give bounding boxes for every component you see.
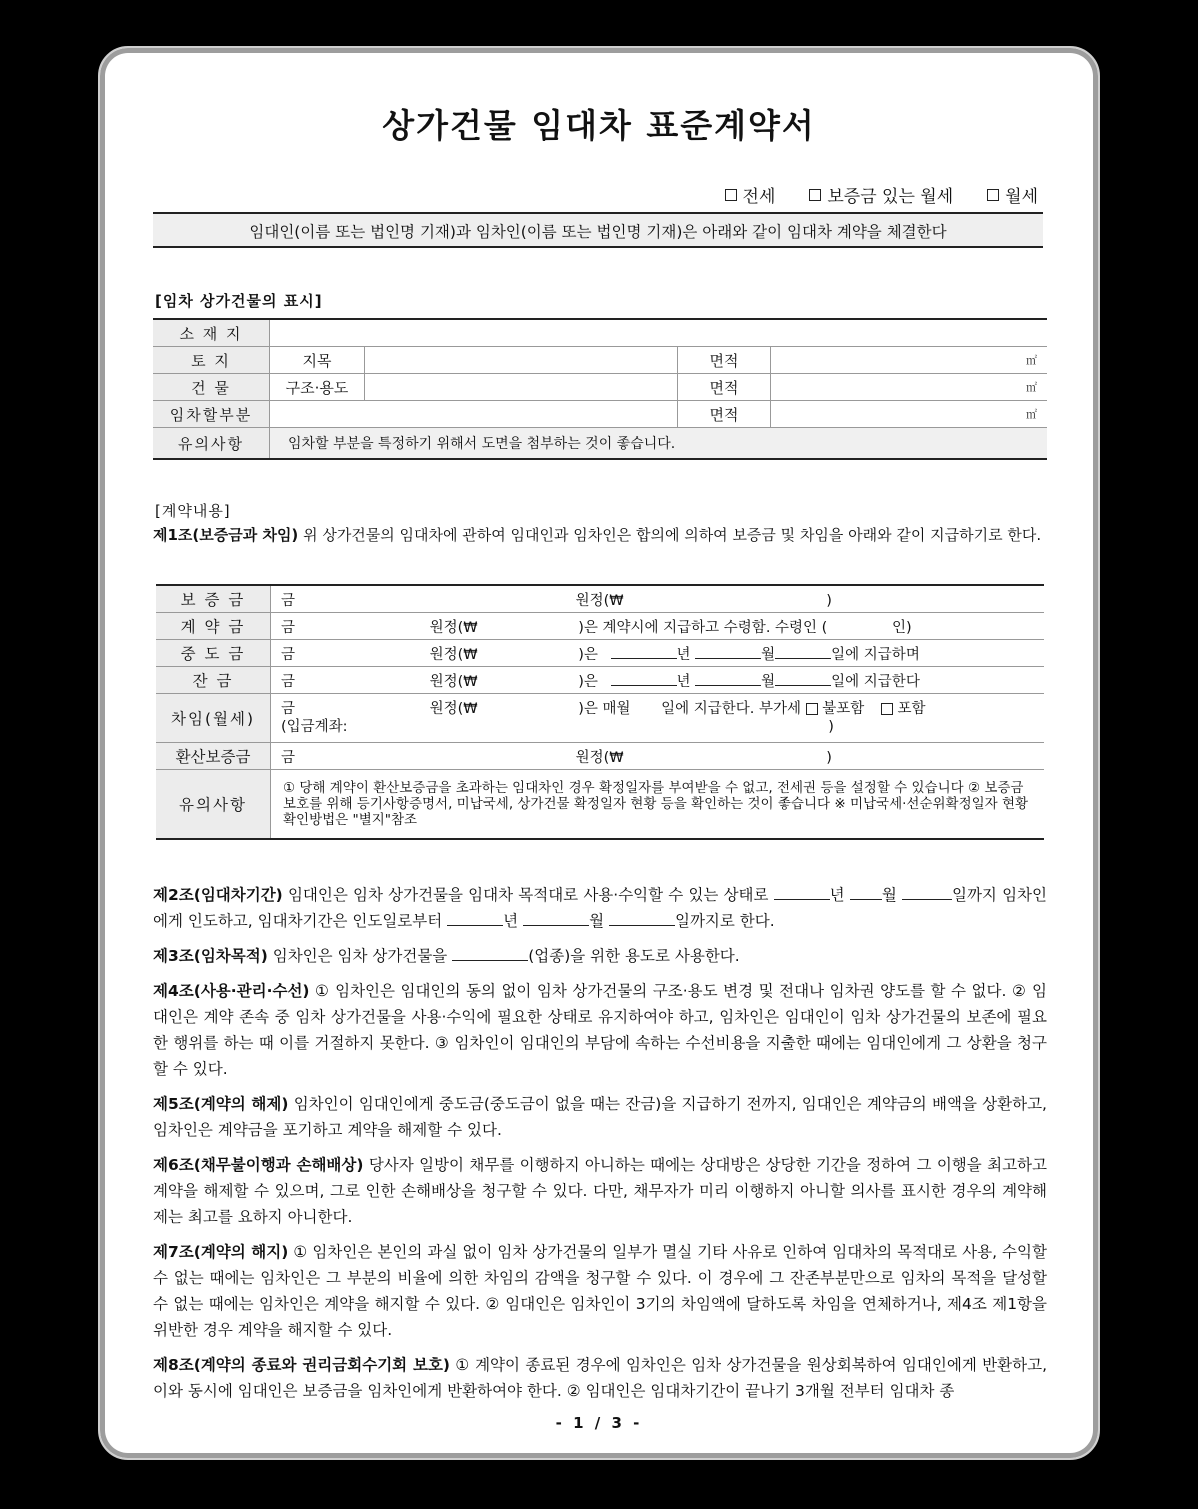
won-text: 원정(₩ (429, 701, 478, 717)
article-6-text: 당사자 일방이 채무를 이행하지 아니하는 때에는 상대방은 상당한 기간을 정하여 그 이행을 최고하고 계약을 해제할 수 있으며, 그로 인한 손해배상을 청구할 수 있다. 다만, 채무자가 미리 이행하지 아니할 의사를 표시한 경우의 계약해제는 최고를 요하지 아니한다. (153, 1156, 1048, 1226)
article-1-title: 제1조(보증금과 차임) (153, 526, 299, 544)
close-paren: ) (826, 749, 832, 766)
geum-text: 금 (281, 701, 296, 717)
intro-statement: 임대인(이름 또는 법인명 기재)과 임차인(이름 또는 법인명 기재)은 아래와 같이 임대차 계약을 체결한다 (153, 212, 1043, 248)
area-label: 면적 (678, 374, 771, 401)
table-row (156, 640, 1044, 667)
article-4-text: ① 임차인은 임대인의 동의 없이 임차 상가건물의 구조·용도 변경 및 전대나 임차권 양도를 할 수 없다. ② 임대인은 계약 존속 중 임차 상가건물을 사용·수익에 필요한 상태로 유지하여야 하고, 임차인은 임대인이 임차 상가건물의 보존에 필요한 행위를 하는 때 이를 거절하지 못한다. ③ 임차인이 임대인의 부담에 속하는 수선비용을 지출한 때에는 임대인에게 그 상환을 청구할 수 있다. (153, 982, 1047, 1078)
rent-day-text: 일에 지급한다. 부가세 (661, 701, 802, 717)
down-payment-end: 인) (891, 619, 912, 636)
month-text: 월 (761, 674, 776, 690)
won-text: 원정(₩ (575, 749, 624, 766)
article-4-title: 제4조(사용·관리·수선) (153, 982, 310, 1000)
article-2-text: 일까지로 한다. (674, 912, 775, 930)
article-1 (153, 522, 1047, 548)
article-8 (153, 1352, 1047, 1404)
day-blank[interactable] (775, 642, 831, 659)
business-type-blank[interactable] (452, 944, 528, 961)
month-text: 월 (881, 886, 902, 904)
account-text: (입금계좌: (281, 719, 348, 735)
won-text: 원정(₩ (429, 619, 478, 636)
article-3-title: 제3조(임차목적) (153, 947, 268, 965)
geum-text: 금 (281, 619, 296, 636)
article-6-title: 제6조(채무불이행과 손해배상) (153, 1156, 364, 1174)
rent-rest: )은 매월 (578, 701, 631, 717)
checkbox-icon[interactable] (725, 189, 737, 201)
article-7 (153, 1239, 1047, 1343)
contract-page (98, 46, 1100, 1460)
structure-use-label: 구조·용도 (270, 374, 365, 401)
note-label: 유의사항 (153, 428, 270, 460)
document-title: 상가건물 임대차 표준계약서 (382, 106, 816, 145)
lease-part-label: 임차할부분 (153, 401, 270, 428)
article-8-title: 제8조(계약의 종료와 권리금회수기회 보호) (153, 1356, 451, 1374)
blank[interactable] (902, 883, 952, 900)
article-2-text: 임대인은 임차 상가건물을 임대차 목적대로 사용·수익할 수 있는 상태로 (282, 886, 774, 904)
article-8-text: ① 계약이 종료된 경우에 임차인은 임차 상가건물을 원상회복하여 임대인에게 반환하고, 이와 동시에 임대인은 보증금을 임차인에게 반환하여야 한다. ② 임대인은 임대차기간이 끝나기 3개월 전부터 임대차 종 (153, 1356, 1048, 1400)
won-text: 원정(₩ (575, 592, 624, 609)
articles (153, 882, 1047, 1413)
rent-label: 차임(월세) (156, 694, 271, 743)
article-3-text: 임차인은 임차 상가건물을 (267, 947, 453, 965)
payment-table (156, 584, 1044, 840)
pay-day-text: 일에 지급하며 (831, 647, 920, 663)
table-row (153, 401, 1047, 428)
geum-text: 금 (281, 592, 296, 609)
checkbox-icon[interactable] (987, 189, 999, 201)
contract-heading: [계약내용] (155, 502, 231, 520)
close-paren: ) (826, 592, 832, 609)
table-row (153, 319, 1047, 347)
year-text: 년 (503, 912, 524, 930)
area-label: 면적 (678, 347, 771, 374)
table-row (156, 585, 1044, 613)
option-monthly[interactable]: 월세 (987, 182, 1038, 207)
rent-row[interactable] (271, 694, 1045, 743)
year-text: 년 (676, 647, 691, 663)
table-row (156, 613, 1044, 640)
location-field[interactable] (270, 319, 1048, 347)
article-1-text: 위 상가건물의 임대차에 관하여 임대인과 임차인은 합의에 의하여 보증금 및 차임을 아래와 같이 지급하기로 한다. (298, 526, 1042, 544)
blank[interactable] (850, 883, 882, 900)
day-blank[interactable] (775, 669, 831, 686)
table-row (153, 347, 1047, 374)
pay-day-end-text: 일에 지급한다 (831, 674, 920, 690)
blank[interactable] (523, 909, 589, 926)
option-jeonse[interactable]: 전세 (725, 182, 776, 207)
table-row (153, 428, 1047, 460)
table-row (156, 667, 1044, 694)
article-3 (153, 943, 1047, 969)
vat-excluded-checkbox[interactable] (806, 703, 818, 715)
year-text: 년 (829, 886, 850, 904)
converted-deposit-label: 환산보증금 (156, 743, 271, 770)
middle-payment-row[interactable] (271, 640, 1045, 667)
month-text: 월 (589, 912, 609, 930)
article-2-text: 일까지 임차인에게 인도하고, 임대차기간은 인도일로부터 (153, 886, 1047, 930)
note-text: 임차할 부분을 특정하기 위해서 도면을 첨부하는 것이 좋습니다. (270, 428, 1048, 460)
article-5-title: 제5조(계약의 해제) (153, 1095, 289, 1113)
area-label: 면적 (678, 401, 771, 428)
property-heading: [임차 상가건물의 표시] (155, 292, 323, 310)
down-payment-row[interactable] (271, 613, 1045, 640)
table-row (156, 694, 1044, 743)
article-5 (153, 1091, 1047, 1143)
deposit-row[interactable] (271, 585, 1045, 613)
geum-text: 금 (281, 749, 296, 766)
land-label: 토 지 (153, 347, 270, 374)
table-row (153, 374, 1047, 401)
building-label: 건 물 (153, 374, 270, 401)
month-blank[interactable] (695, 669, 761, 686)
balance-label: 잔 금 (156, 667, 271, 694)
year-blank[interactable] (611, 669, 677, 686)
land-category-label: 지목 (270, 347, 365, 374)
article-7-text: ① 임차인은 본인의 과실 없이 임차 상가건물의 일부가 멸실 기타 사유로 인하여 임대차의 목적대로 사용, 수익할 수 없는 때에는 임차인은 그 부분의 비율에 의한 차임의 감액을 청구할 수 있다. 이 경우에 그 잔존부분만으로 임차의 목적을 달성할 수 없는 때에는 임차인은 계약을 해지할 수 있다. ② 임대인은 임차인이 3기의 차임액에 달하도록 차임을 연체하거나, 제4조 제1항을 위반한 경우 계약을 해지할 수 있다. (153, 1243, 1047, 1339)
article-3-text: (업종)을 위한 용도로 사용한다. (528, 947, 740, 965)
won-text: 원정(₩ (429, 674, 478, 690)
month-text: 월 (761, 647, 776, 663)
geum-text: 금 (281, 674, 296, 690)
article-6 (153, 1152, 1047, 1230)
vat-included-checkbox[interactable] (881, 703, 893, 715)
year-blank[interactable] (611, 642, 677, 659)
property-table (153, 318, 1047, 460)
article-7-title: 제7조(계약의 해지) (153, 1243, 289, 1261)
building-area-field[interactable]: ㎡ (771, 374, 1048, 401)
eun-text: )은 (578, 674, 598, 690)
lease-area-field[interactable]: ㎡ (771, 401, 1048, 428)
article-2-title: 제2조(임대차기간) (153, 886, 283, 904)
vat-included-label: 포함 (897, 701, 926, 717)
won-text: 원정(₩ (429, 647, 478, 663)
lease-part-field[interactable] (270, 401, 678, 428)
blank[interactable] (447, 909, 503, 926)
blank[interactable] (774, 883, 830, 900)
geum-text: 금 (281, 647, 296, 663)
article-2 (153, 882, 1047, 934)
deposit-label: 보 증 금 (156, 585, 271, 613)
land-area-field[interactable]: ㎡ (771, 347, 1048, 374)
location-label: 소 재 지 (153, 319, 270, 347)
month-blank[interactable] (695, 642, 761, 659)
middle-payment-label: 중 도 금 (156, 640, 271, 667)
converted-deposit-row[interactable] (271, 743, 1045, 770)
year-text: 년 (676, 674, 691, 690)
structure-use-field[interactable] (365, 374, 678, 401)
contract-warn-label: 유의사항 (156, 770, 271, 840)
vat-excluded-label: 불포함 (822, 701, 865, 717)
article-4 (153, 978, 1047, 1082)
contract-type-options (725, 182, 1038, 207)
eun-text: )은 (578, 647, 598, 663)
option-deposit-monthly[interactable]: 보증금 있는 월세 (809, 182, 953, 207)
balance-row[interactable] (271, 667, 1045, 694)
contract-warn-text: ① 당해 계약이 환산보증금을 초과하는 임대차인 경우 확정일자를 부여받을 수 없고, 전세권 등을 설정할 수 있습니다 ② 보증금 보호를 위해 등기사항증명서, 미납국세, 상가건물 확정일자 현황 등을 확인하는 것이 좋습니다 ※ 미납국세·선순위확정일자 현황 확인방법은 "별지"참조 (271, 770, 1045, 840)
checkbox-icon[interactable] (809, 189, 821, 201)
table-row (156, 770, 1044, 840)
article-5-text: 임차인이 임대인에게 중도금(중도금이 없을 때는 잔금)을 지급하기 전까지, 임대인은 계약금의 배액을 상환하고, 임차인은 계약금을 포기하고 계약을 해제할 수 있다. (153, 1095, 1047, 1139)
table-row (156, 743, 1044, 770)
down-payment-label: 계 약 금 (156, 613, 271, 640)
close-paren: ) (828, 719, 834, 735)
blank[interactable] (609, 909, 675, 926)
land-category-field[interactable] (365, 347, 678, 374)
down-payment-rest: )은 계약시에 지급하고 수령함. 수령인 ( (578, 619, 828, 636)
page-number: - 1 / 3 - (555, 1414, 643, 1432)
